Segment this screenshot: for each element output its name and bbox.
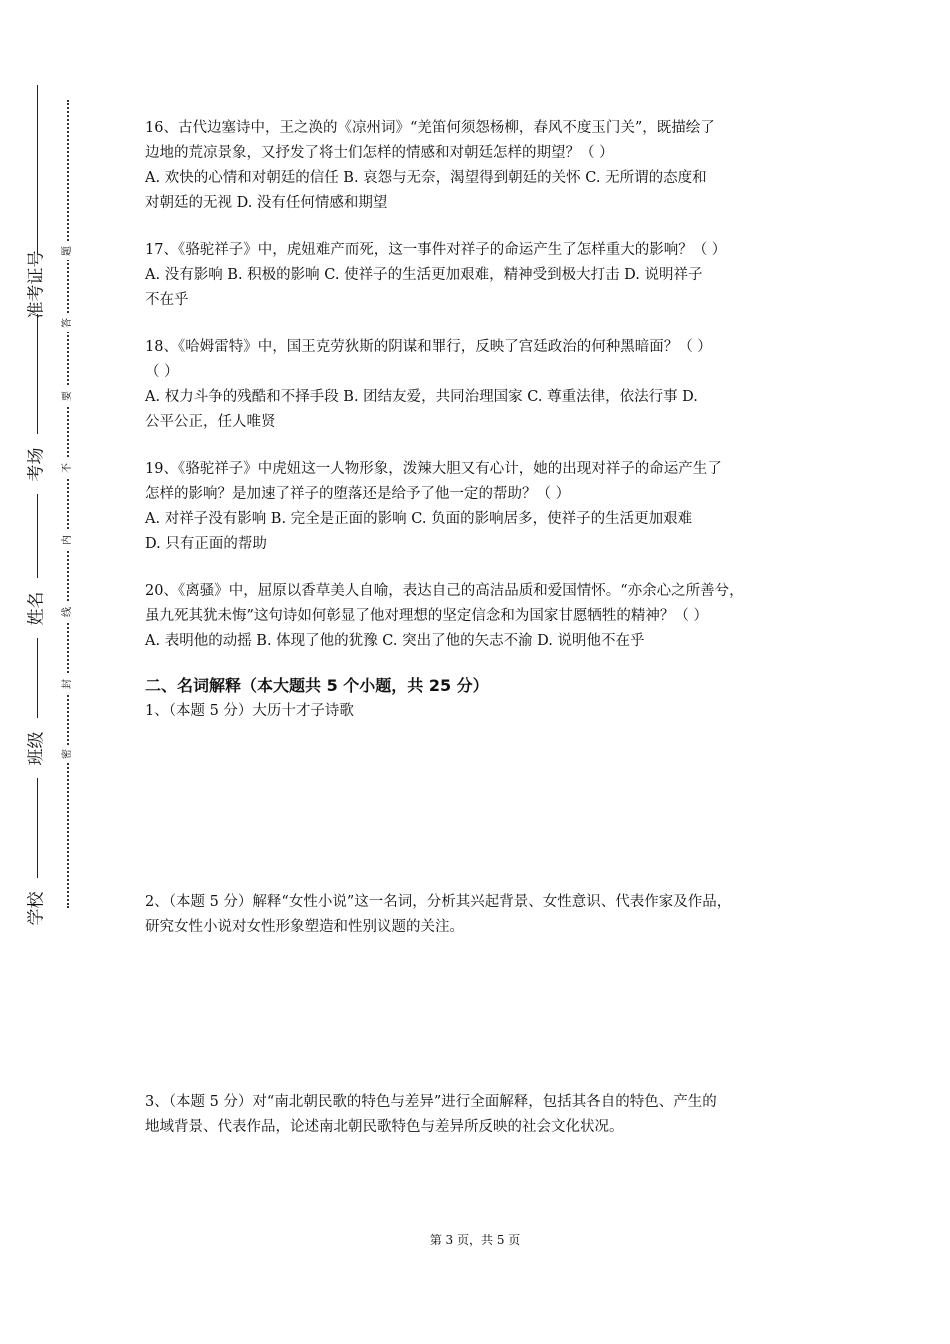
seal-char: 内	[58, 531, 78, 549]
question-line: 18、《哈姆雷特》中，国王克劳狄斯的阴谋和罪行，反映了宫廷政治的何种黑暗面？（ ）	[145, 339, 712, 355]
seal-char: 答	[58, 314, 78, 332]
page-number: 第 3 页，共 5 页	[429, 1233, 521, 1247]
exam-number-label: 准考证号	[21, 254, 53, 314]
question-line: 怎样的影响？是加速了祥子的堕落还是给予了他一定的帮助？（ ）	[145, 486, 571, 502]
question-line: 16、古代边塞诗中，王之涣的《凉州词》“羌笛何须怨杨柳，春风不度玉门关”，既描绘了	[145, 120, 715, 136]
seal-char: 密	[58, 745, 78, 763]
question-line: （ ）	[145, 364, 179, 380]
question-18	[145, 335, 810, 435]
binding-margin	[0, 0, 110, 1344]
question-options: A. 表明他的动摇 B. 体现了他的犹豫 C. 突出了他的矢志不渝 D. 说明他不在乎	[145, 633, 645, 649]
term-question-2	[145, 890, 825, 940]
term-question-3	[145, 1090, 825, 1140]
question-options: D. 只有正面的帮助	[145, 536, 267, 552]
term-line: 3、（本题 5 分）对“南北朝民歌的特色与差异”进行全面解释，包括其各自的特色、产生的	[145, 1094, 717, 1110]
question-options: 不在乎	[145, 292, 189, 308]
question-20	[145, 579, 810, 654]
seal-char: 封	[58, 675, 78, 693]
exam-room-label: 考场	[21, 434, 53, 494]
question-options: A. 欢快的心情和对朝廷的信任 B. 哀怨与无奈，渴望得到朝廷的关怀 C. 无所谓的态度和	[145, 170, 707, 186]
term-line: 研究女性小说对女性形象塑造和性别议题的关注。	[145, 919, 464, 935]
seal-char: 不	[58, 459, 78, 477]
term-line: 2、（本题 5 分）解释“女性小说”这一名词，分析其兴起背景、女性意识、代表作家及作品，	[145, 894, 732, 910]
question-line: 边地的荒凉景象，又抒发了将士们怎样的情感和对朝廷怎样的期望？（ ）	[145, 145, 614, 161]
binding-solid-line	[37, 85, 38, 925]
question-list	[145, 116, 810, 724]
class-label: 班级	[21, 718, 53, 778]
binding-seal-line	[67, 100, 69, 908]
question-line: 19、《骆驼祥子》中虎妞这一人物形象，泼辣大胆又有心计，她的出现对祥子的命运产生了	[145, 461, 722, 477]
section-heading: 二、名词解释（本大题共 5 个小题，共 25 分）	[145, 676, 489, 695]
name-label: 姓名	[21, 578, 53, 638]
question-options: 公平公正，任人唯贤	[145, 414, 276, 430]
question-options: A. 对祥子没有影响 B. 完全是正面的影响 C. 负面的影响居多，使祥子的生活更加艰难	[145, 511, 693, 527]
seal-char: 线	[58, 603, 78, 621]
question-16	[145, 116, 810, 216]
question-line: 17、《骆驼祥子》中，虎妞难产而死，这一事件对祥子的命运产生了怎样重大的影响？（ ）	[145, 242, 727, 258]
question-19	[145, 457, 810, 557]
question-line: 虽九死其犹未悔”这句诗如何彰显了他对理想的坚定信念和为国家甘愿牺牲的精神？（ ）	[145, 608, 709, 624]
school-label: 学校	[21, 878, 53, 938]
term-question-1: 1、（本题 5 分）大历十才子诗歌	[145, 703, 354, 719]
term-line: 地域背景、代表作品，论述南北朝民歌特色与差异所反映的社会文化状况。	[145, 1119, 624, 1135]
question-options: A. 没有影响 B. 积极的影响 C. 使祥子的生活更加艰难，精神受到极大打击 D. 说明祥子	[145, 267, 703, 283]
seal-char: 要	[58, 387, 78, 405]
question-options: A. 权力斗争的残酷和不择手段 B. 团结友爱，共同治理国家 C. 尊重法律，依法行事 D.	[145, 389, 698, 405]
seal-char: 题	[58, 242, 78, 260]
question-17	[145, 238, 810, 313]
question-line: 20、《离骚》中，屈原以香草美人自喻，表达自己的高洁品质和爱国情怀。“亦余心之所善兮，	[145, 583, 744, 599]
question-options: 对朝廷的无视 D. 没有任何情感和期望	[145, 195, 388, 211]
